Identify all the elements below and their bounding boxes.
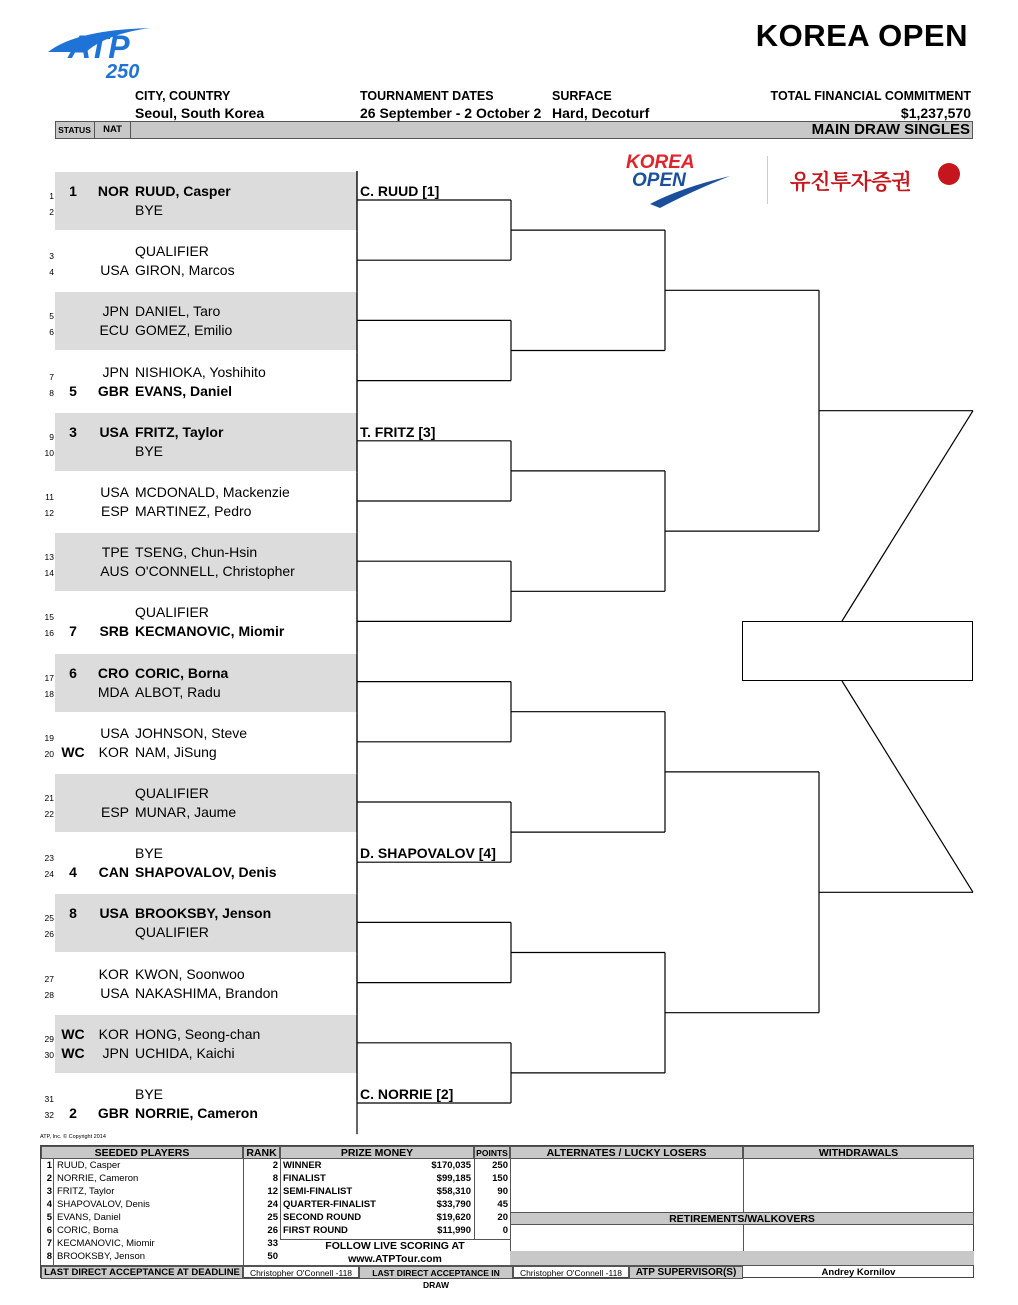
korean-sponsor-logo: 유진투자증권	[790, 170, 912, 194]
korea-open-line1: KOREA	[626, 152, 695, 173]
seed-player-name: NORRIE, Cameron	[57, 1173, 139, 1184]
player-nationality: KOR	[98, 743, 129, 760]
player-name: NORRIE, Cameron	[135, 1105, 258, 1121]
player-name: QUALIFIER	[135, 924, 209, 941]
seeded-header: SEEDED PLAYERS	[41, 1146, 243, 1159]
lda-deadline-value: Christopher O'Connell -118	[243, 1266, 359, 1279]
status-column-header: STATUS	[55, 121, 95, 139]
retirements-header: RETIREMENTS/WALKOVERS	[510, 1212, 974, 1225]
divider	[243, 1159, 244, 1265]
lda-deadline-label: LAST DIRECT ACCEPTANCE AT DEADLINE	[41, 1266, 243, 1279]
prize-points: 90	[497, 1186, 508, 1197]
commitment-value: $1,237,570	[900, 105, 971, 121]
draw-position: 5	[49, 311, 54, 322]
player-nationality: USA	[100, 484, 129, 500]
player-nationality: USA	[100, 262, 129, 279]
prize-points: 45	[497, 1199, 508, 1210]
seed-status: 2	[69, 1105, 77, 1121]
draw-position: 9	[49, 431, 54, 442]
player-name: BYE	[135, 845, 164, 862]
seed-status: 6	[69, 664, 77, 681]
round2-winner: T. FRITZ [3]	[360, 423, 436, 440]
prize-money: $19,620	[436, 1212, 471, 1223]
draw-position: 22	[44, 809, 54, 819]
dates-value: 26 September - 2 October 2	[360, 105, 542, 121]
prize-header: PRIZE MONEY	[280, 1146, 474, 1159]
seed-number: 5	[46, 1212, 52, 1223]
prize-money: $11,990	[437, 1225, 471, 1236]
player-nationality: KOR	[98, 965, 129, 982]
player-name: FRITZ, Taylor	[135, 423, 224, 440]
prize-round: FIRST ROUND	[283, 1225, 348, 1236]
player-name: GIRON, Marcos	[135, 262, 235, 279]
player-name: BYE	[135, 202, 164, 218]
divider	[743, 1159, 744, 1212]
player-nationality: USA	[99, 905, 129, 922]
seed-player-name: CORIC, Borna	[57, 1225, 119, 1236]
player-name: BYE	[135, 442, 164, 459]
rank-header: RANK	[243, 1146, 280, 1159]
player-name: RUUD, Casper	[135, 183, 231, 199]
player-name: CORIC, Borna	[135, 664, 229, 681]
info-table	[40, 1145, 974, 1290]
player-nationality: USA	[99, 423, 129, 440]
seed-status: 3	[69, 423, 77, 440]
player-nationality: USA	[100, 984, 129, 1001]
supervisor-value: Andrey Kornilov	[821, 1267, 896, 1278]
player-name: QUALIFIER	[135, 604, 209, 621]
player-nationality: ESP	[100, 503, 129, 519]
copyright-notice: ATP, Inc. © Copyright 2014	[40, 1134, 106, 1140]
prize-round: SECOND ROUND	[283, 1212, 362, 1223]
lda-draw-value: Christopher O'Connell -118	[513, 1266, 629, 1279]
surface-label: SURFACE	[552, 89, 612, 103]
player-nationality: KOR	[98, 1025, 129, 1042]
draw-position: 6	[49, 327, 54, 338]
player-nationality: JPN	[102, 363, 129, 380]
player-nationality: SRB	[99, 623, 129, 640]
points-header: POINTS	[474, 1146, 510, 1159]
player-nationality: JPN	[102, 1044, 129, 1061]
seed-status: 4	[69, 864, 77, 881]
player-nationality: CRO	[97, 664, 129, 681]
prize-money: $170,035	[431, 1160, 471, 1171]
draw-position: 8	[49, 387, 54, 398]
seed-rank: 50	[267, 1251, 278, 1262]
draw-position: 20	[44, 748, 54, 759]
draw-position: 7	[49, 371, 54, 382]
dates-label: TOURNAMENT DATES	[360, 89, 494, 103]
divider	[474, 1159, 475, 1239]
seed-number: 1	[46, 1160, 52, 1171]
draw-position: 1	[49, 191, 54, 201]
withdrawals-header: WITHDRAWALS	[743, 1146, 974, 1159]
seed-number: 3	[46, 1186, 52, 1197]
draw-position: 16	[44, 628, 54, 639]
draw-position: 13	[44, 552, 54, 563]
player-name: HONG, Seong-chan	[135, 1025, 261, 1042]
player-name: TSENG, Chun-Hsin	[135, 544, 258, 561]
player-nationality: ECU	[99, 322, 129, 339]
prize-points: 250	[492, 1160, 508, 1171]
round2-winner: D. SHAPOVALOV [4]	[360, 845, 496, 862]
draw-position: 32	[44, 1110, 54, 1120]
draw-position: 31	[44, 1094, 54, 1104]
seed-status: 8	[69, 905, 77, 922]
player-name: NAKASHIMA, Brandon	[135, 984, 279, 1001]
seed-player-name: FRITZ, Taylor	[57, 1186, 115, 1197]
player-nationality: AUS	[100, 563, 129, 580]
city-label: CITY, COUNTRY	[135, 89, 231, 103]
player-name: KWON, Soonwoo	[135, 965, 245, 982]
surface-value: Hard, Decoturf	[552, 105, 650, 121]
city-value: Seoul, South Korea	[135, 105, 265, 121]
prize-points: 20	[497, 1212, 508, 1223]
player-name: MARTINEZ, Pedro	[135, 503, 252, 519]
seed-player-name: SHAPOVALOV, Denis	[57, 1199, 150, 1210]
seed-status: WC	[61, 1044, 85, 1061]
player-name: NAM, JiSung	[135, 743, 217, 760]
divider	[743, 1225, 744, 1251]
player-name: EVANS, Daniel	[135, 382, 232, 399]
seed-number: 6	[46, 1225, 52, 1236]
korea-open-line2: OPEN	[632, 170, 686, 191]
player-name: QUALIFIER	[135, 785, 209, 801]
draw-position: 15	[44, 612, 54, 623]
player-name: MUNAR, Jaume	[135, 804, 237, 820]
player-name: ALBOT, Radu	[135, 683, 221, 700]
prize-money: $58,310	[436, 1186, 471, 1197]
draw-position: 24	[44, 869, 54, 880]
seed-status: 1	[69, 183, 77, 199]
seed-status: WC	[61, 743, 85, 760]
draw-position: 29	[44, 1033, 54, 1044]
champion-box	[742, 621, 973, 681]
draw-position: 12	[44, 508, 54, 518]
seed-player-name: BROOKSBY, Jenson	[57, 1251, 146, 1262]
player-nationality: MDA	[97, 683, 129, 700]
draw-position: 30	[44, 1049, 54, 1060]
player-nationality: USA	[100, 724, 129, 741]
player-nationality: NOR	[97, 183, 129, 199]
player-name: MCDONALD, Mackenzie	[135, 484, 290, 500]
prize-round: WINNER	[283, 1160, 322, 1171]
bracket-line	[842, 681, 973, 892]
retirements-gray-row	[510, 1251, 974, 1265]
seed-rank: 8	[272, 1173, 278, 1184]
live-scoring-line1: FOLLOW LIVE SCORING AT	[325, 1240, 465, 1252]
draw-position: 11	[45, 492, 54, 502]
draw-position: 26	[44, 929, 54, 940]
nat-column-header: NAT	[95, 121, 131, 139]
prize-round: FINALIST	[283, 1173, 326, 1184]
prize-points: 150	[492, 1173, 508, 1184]
player-name: GOMEZ, Emilio	[135, 322, 233, 339]
bracket-line	[842, 411, 973, 621]
draw-position: 23	[44, 853, 54, 864]
seed-player-name: EVANS, Daniel	[57, 1212, 121, 1223]
divider	[53, 1159, 54, 1265]
draw-position: 17	[44, 672, 54, 683]
player-nationality: ESP	[100, 804, 129, 820]
player-nationality: GBR	[97, 382, 129, 399]
player-nationality: GBR	[97, 1105, 129, 1121]
alternates-header: ALTERNATES / LUCKY LOSERS	[510, 1146, 743, 1159]
seed-rank: 12	[267, 1186, 278, 1197]
seed-rank: 25	[267, 1212, 278, 1223]
seed-number: 2	[46, 1173, 52, 1184]
round2-winner: C. NORRIE [2]	[360, 1086, 454, 1102]
seed-rank: 24	[267, 1199, 278, 1210]
draw-position: 3	[49, 251, 54, 262]
atp-logo-text: ATP	[68, 29, 130, 65]
round2-winner: C. RUUD [1]	[360, 183, 440, 199]
footer-row	[41, 1265, 974, 1290]
player-name: UCHIDA, Kaichi	[135, 1044, 235, 1061]
draw-position: 14	[44, 568, 54, 579]
seed-number: 8	[46, 1251, 52, 1262]
player-name: BYE	[135, 1086, 164, 1102]
seed-number: 4	[46, 1199, 52, 1210]
player-nationality: TPE	[101, 544, 129, 561]
draw-position: 21	[44, 793, 54, 803]
player-name: QUALIFIER	[135, 243, 209, 260]
tournament-title: KOREA OPEN	[755, 18, 968, 53]
seed-rank: 33	[267, 1238, 278, 1249]
seed-rank: 26	[267, 1225, 278, 1236]
seed-rank: 2	[272, 1160, 278, 1171]
prize-money: $99,185	[436, 1173, 471, 1184]
prize-points: 0	[502, 1225, 508, 1236]
seed-status: 5	[69, 382, 77, 399]
prize-round: SEMI-FINALIST	[283, 1186, 353, 1197]
draw-position: 4	[49, 267, 54, 278]
seed-player-name: KECMANOVIC, Miomir	[57, 1238, 155, 1249]
main-draw-singles-title: MAIN DRAW SINGLES	[811, 121, 970, 138]
draw-position: 27	[44, 973, 54, 984]
seed-status: 7	[69, 623, 77, 640]
atp-250-text: 250	[106, 61, 140, 82]
player-name: JOHNSON, Steve	[135, 724, 248, 741]
prize-round: QUARTER-FINALIST	[283, 1199, 376, 1210]
seed-player-name: RUUD, Casper	[57, 1160, 121, 1171]
seed-status: WC	[61, 1025, 85, 1042]
player-name: O'CONNELL, Christopher	[135, 563, 295, 580]
player-name: NISHIOKA, Yoshihito	[135, 363, 266, 380]
player-name: KECMANOVIC, Miomir	[135, 623, 285, 640]
live-scoring-link[interactable]: www.ATPTour.com	[348, 1253, 442, 1265]
draw-position: 2	[49, 207, 54, 217]
player-nationality: CAN	[98, 864, 129, 881]
seed-number: 7	[46, 1238, 52, 1249]
lda-draw-label: LAST DIRECT ACCEPTANCE IN DRAW	[359, 1266, 513, 1279]
supervisor-label: ATP SUPERVISOR(S)	[629, 1266, 743, 1279]
player-name: BROOKSBY, Jenson	[135, 905, 272, 922]
draw-position: 10	[44, 447, 54, 458]
player-name: DANIEL, Taro	[135, 303, 221, 320]
commitment-label: TOTAL FINANCIAL COMMITMENT	[770, 89, 971, 103]
player-nationality: JPN	[102, 303, 129, 320]
draw-position: 19	[44, 732, 54, 743]
prize-money: $33,790	[436, 1199, 471, 1210]
player-name: SHAPOVALOV, Denis	[135, 864, 277, 881]
draw-position: 28	[44, 989, 54, 1000]
draw-position: 18	[44, 688, 54, 699]
draw-position: 25	[44, 913, 54, 924]
